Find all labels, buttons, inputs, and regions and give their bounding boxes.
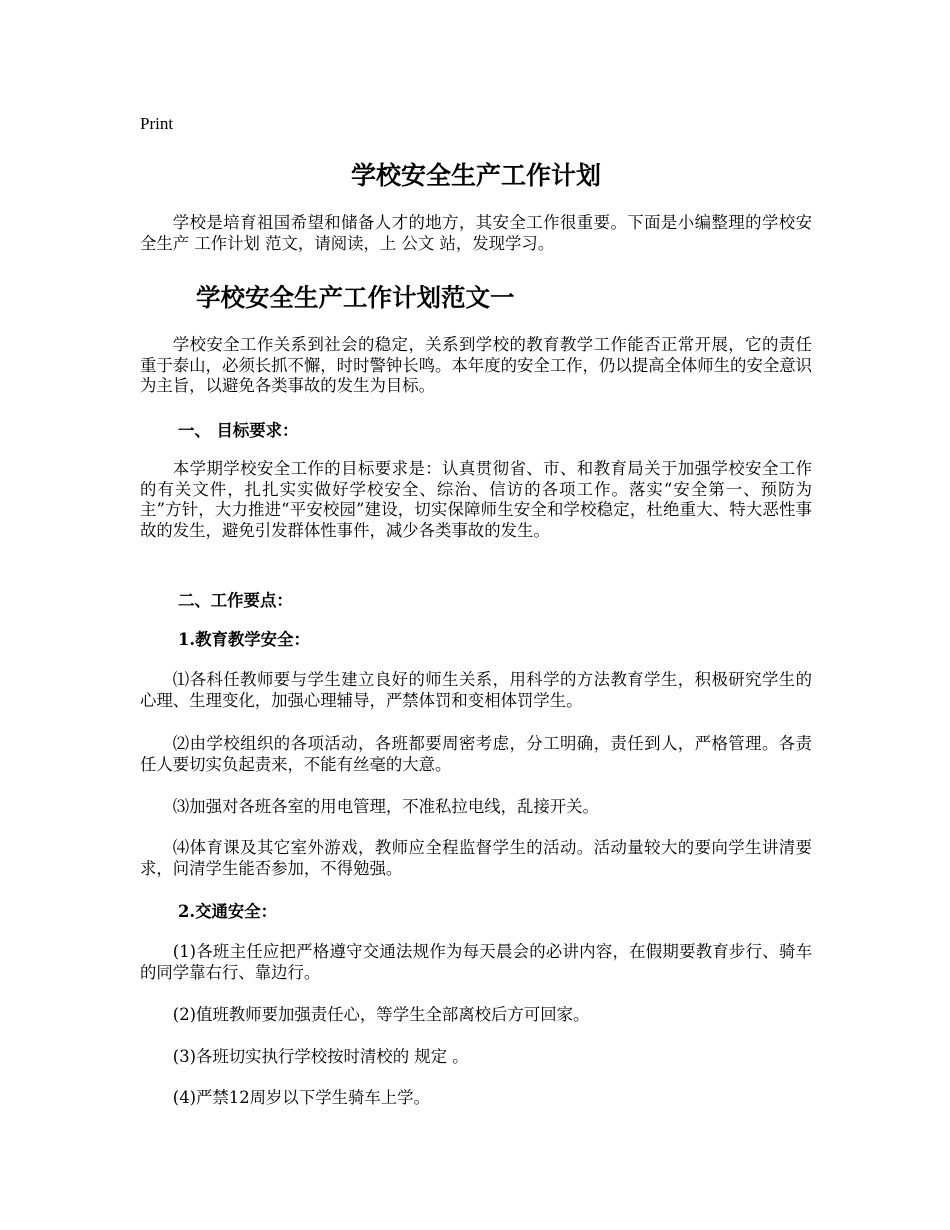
section-intro-paragraph: 学校安全工作关系到社会的稳定，关系到学校的教育教学工作能否正常开展，它的责任重于泰山，必须长抓不懈，时时警钟长鸣。本年度的安全工作，仍以提高全体师生的安全意识为主旨，以避免各类事故的发生为目标。 [140,335,813,396]
page-title: 学校安全生产工作计划 [350,161,601,190]
traffic-item: (1)各班主任应把严格遵守交通法规作为每天晨会的必讲内容，在假期要教育步行、骑车的同学靠右行、靠边行。 [140,942,812,982]
goal-heading: 一、 目标要求： [178,421,299,440]
section-title: 学校安全生产工作计划范文一 [196,283,515,312]
edu-item: ⑵由学校组织的各项活动，各班都要周密考虑，分工明确，责任到人，严格管理。各责任人要切实负起责来，不能有丝毫的大意。 [140,734,812,774]
edu-item: ⑶加强对各班各室的用电管理，不准私拉电线，乱接开关。 [172,797,599,816]
edu-item: ⑷体育课及其它室外游戏，教师应全程监督学生的活动。活动量较大的要向学生讲清要求，问清学生能否参加，不得勉强。 [140,838,812,878]
traffic-heading: 2.交通安全： [178,902,278,921]
traffic-item: (3)各班切实执行学校按时清校的 规定 。 [172,1047,469,1066]
work-heading: 二、工作要点： [178,591,293,610]
goal-paragraph: 本学期学校安全工作的目标要求是：认真贯彻省、市、和教育局关于加强学校安全工作的有关文件，扎扎实实做好学校安全、综治、信访的各项工作。落实“安全第一、预防为主”方针，大力推进“平安校园”建设，切实保障师生安全和学校稳定，杜绝重大、特大恶性事故的发生，避免引发群体性事件，减少各类事故的发生。 [140,459,812,540]
intro-paragraph: 学校是培育祖国希望和储备人才的地方，其安全工作很重要。下面是小编整理的学校安全生产 工作计划 范文，请阅读，上 公文 站，发现学习。 [140,213,812,253]
print-link[interactable]: Print [140,114,174,133]
traffic-item: (4)严禁12周岁以下学生骑车上学。 [172,1088,430,1107]
edu-heading: 1.教育教学安全： [178,630,310,649]
edu-item: ⑴各科任教师要与学生建立良好的师生关系，用科学的方法教育学生，积极研究学生的心理、生理变化，加强心理辅导，严禁体罚和变相体罚学生。 [140,670,812,710]
traffic-item: (2)值班教师要加强责任心，等学生全部离校后方可回家。 [172,1005,590,1024]
